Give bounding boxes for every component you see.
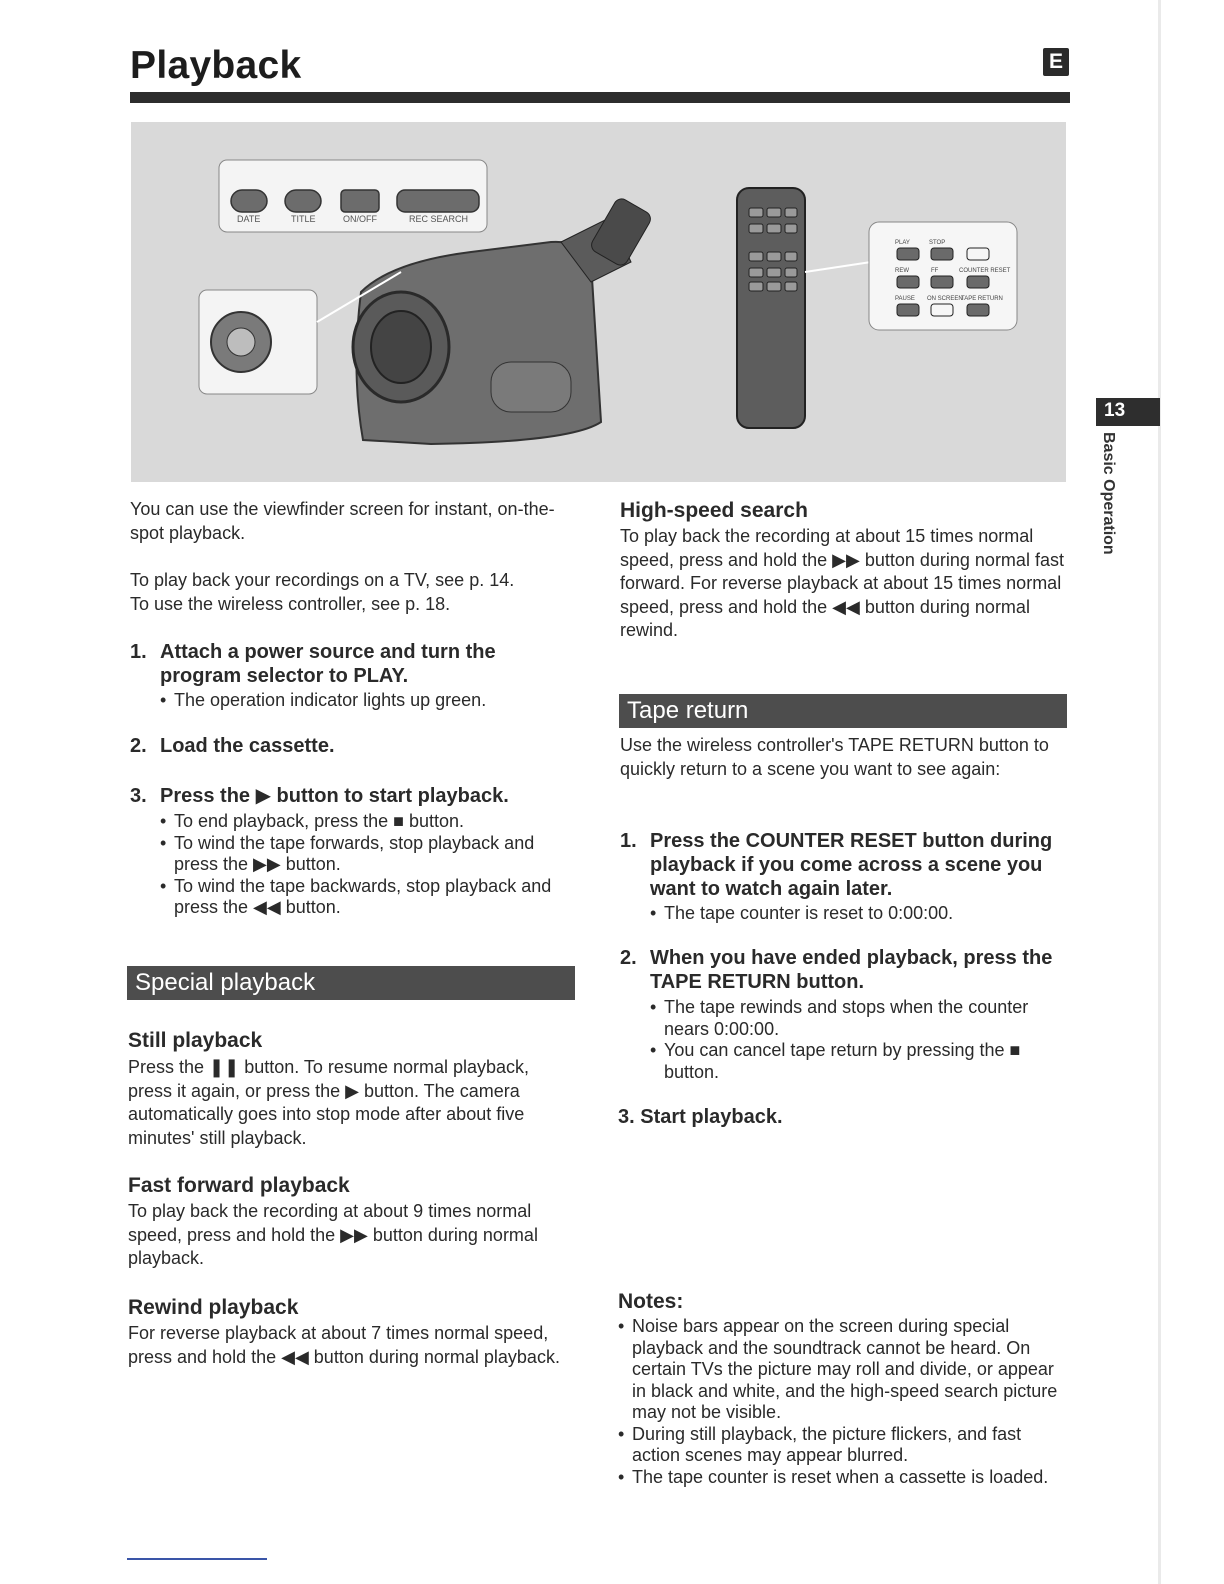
remote-label-tape-return: TAPE RETURN	[961, 296, 1003, 302]
tape-step-2-number: 2.	[620, 947, 637, 969]
intro-p1: You can use the viewfinder screen for instant, on-the-spot playback.	[130, 499, 555, 543]
panel-label-recsearch: REC SEARCH	[409, 214, 469, 224]
rewind-text: For reverse playback at about 7 times normal speed, press and hold the ◀◀ button during normal playback.	[128, 1323, 560, 1367]
step-1-bullets	[160, 690, 570, 712]
tape-step-2-text: When you have ended playback, press the TAPE RETURN button.	[650, 947, 1053, 993]
notes-title: Notes:	[618, 1290, 684, 1313]
language-badge: E	[1043, 48, 1069, 76]
page-edge	[1158, 0, 1161, 1584]
tape-step-3: 3. Start playback.	[618, 1106, 783, 1128]
tape-return-heading: Tape return	[619, 694, 1067, 728]
fast-forward-title: Fast forward playback	[128, 1174, 350, 1197]
remote-label-pause: PAUSE	[895, 296, 915, 302]
panel-label-date: DATE	[237, 214, 261, 224]
step-3-bullets	[160, 811, 570, 919]
still-playback-text: Press the ❚❚ button. To resume normal playback, press it again, or press the ▶ button. The camera automatically goes into stop mode after about five minutes' still playback.	[128, 1057, 530, 1148]
fast-forward-text: To play back the recording at about 9 times normal speed, press and hold the ▶▶ button during normal playback.	[128, 1201, 538, 1268]
list-item: • The tape counter is reset when a cassette is loaded.	[618, 1467, 1063, 1489]
step-2-text: Load the cassette.	[160, 735, 335, 757]
list-item: • To wind the tape forwards, stop playback and press the ▶▶ button.	[160, 833, 570, 876]
notes-list	[618, 1316, 1063, 1488]
special-playback-heading: Special playback	[127, 966, 575, 1000]
remote-label-counter-reset: COUNTER RESET	[959, 268, 1011, 274]
panel-label-title: TITLE	[291, 214, 316, 224]
page-title: Playback	[130, 44, 302, 87]
intro-text	[130, 498, 570, 616]
tape-step-1-text: Press the COUNTER RESET button during playback if you come across a scene you want to watch again later.	[650, 830, 1053, 900]
section-label: Basic Operation	[1100, 432, 1117, 555]
list-item: • You can cancel tape return by pressing the ■ button.	[650, 1040, 1060, 1083]
remote-label-ff: FF	[931, 268, 939, 274]
panel-label-onoff: ON/OFF	[343, 214, 377, 224]
camcorder-drawing	[131, 122, 1066, 482]
still-playback-title: Still playback	[128, 1029, 263, 1052]
list-item: • During still playback, the picture flickers, and fast action scenes may appear blurred.	[618, 1424, 1063, 1467]
step-2-number: 2.	[130, 735, 147, 757]
list-item: • Noise bars appear on the screen during special playback and the soundtrack cannot be heard. On certain TVs the picture may roll and divide, or appear in black and white, and the high-speed search picture may not be visible.	[618, 1316, 1063, 1424]
page-number: 13	[1104, 400, 1126, 421]
remote-label-play: PLAY	[895, 240, 910, 246]
camcorder-illustration	[131, 122, 1066, 482]
step-1-text: Attach a power source and turn the program selector to PLAY.	[160, 641, 496, 687]
remote-label-stop: STOP	[929, 240, 946, 246]
high-speed-text: To play back the recording at about 15 times normal speed, press and hold the ▶▶ button during normal fast forward. For reverse playback at about 15 times normal speed, press and hold the ◀◀ button during normal rewind.	[620, 526, 1064, 640]
step-1-number: 1.	[130, 641, 147, 663]
title-rule	[130, 92, 1070, 103]
list-item: • To end playback, press the ■ button.	[160, 811, 570, 833]
tape-return-intro: Use the wireless controller's TAPE RETURN button to quickly return to a scene you want to see again:	[620, 735, 1049, 779]
high-speed-title: High-speed search	[620, 499, 808, 522]
rewind-title: Rewind playback	[128, 1296, 299, 1319]
intro-p2a: To play back your recordings on a TV, see p. 14.	[130, 570, 515, 590]
step-3-text: Press the ▶ button to start playback.	[160, 785, 509, 807]
tape-step-1-bullets	[650, 903, 1060, 925]
step-3-number: 3.	[130, 785, 147, 807]
list-item: • The operation indicator lights up green.	[160, 690, 570, 712]
list-item: • To wind the tape backwards, stop playback and press the ◀◀ button.	[160, 876, 570, 919]
tape-step-1-number: 1.	[620, 830, 637, 852]
tape-step-2-bullets	[650, 997, 1060, 1083]
remote-label-rew: REW	[895, 268, 909, 274]
list-item: • The tape rewinds and stops when the counter nears 0:00:00.	[650, 997, 1060, 1040]
intro-p2b: To use the wireless controller, see p. 18.	[130, 593, 451, 614]
remote-label-onscreen: ON SCREEN	[927, 296, 963, 302]
footer-rule	[127, 1558, 267, 1560]
list-item: • The tape counter is reset to 0:00:00.	[650, 903, 1060, 925]
